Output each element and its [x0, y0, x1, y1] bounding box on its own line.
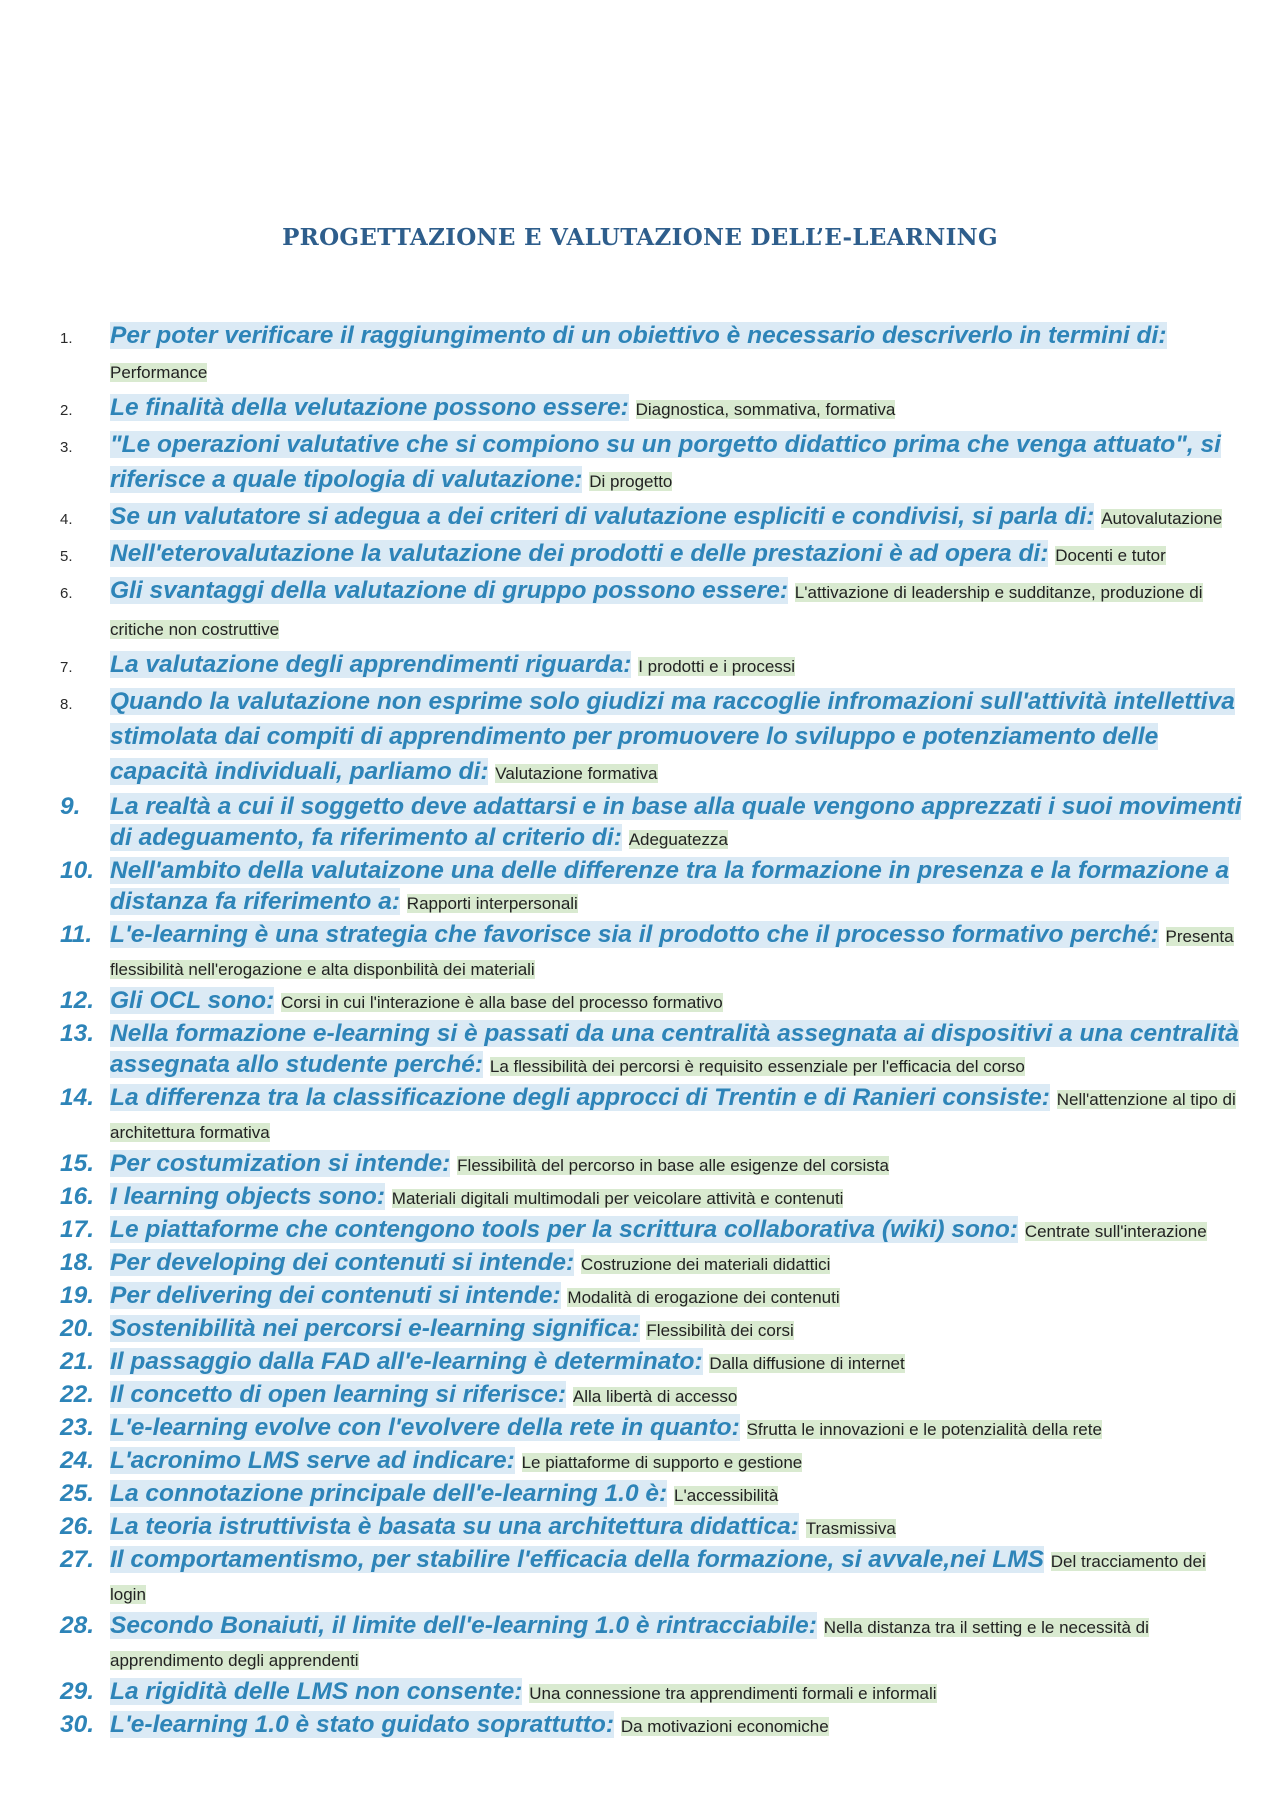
answer-text: Performance	[110, 363, 208, 382]
question-text: La rigidità delle LMS non consente:	[110, 1678, 523, 1705]
answer-text: Rapporti interpersonali	[406, 894, 578, 913]
item-number: 13.	[60, 1020, 95, 1047]
list-item	[60, 427, 1245, 499]
list-item	[60, 1445, 1245, 1478]
question-text: Le piattaforme che contengono tools per la scrittura collaborativa (wiki) sono:	[110, 1216, 1019, 1243]
question-text: "Le operazioni valutative che si compiono su un porgetto didattico prima che venga attuato", si riferisce a quale tipologia di valutazione:	[110, 431, 1221, 493]
item-number: 20.	[60, 1315, 95, 1342]
question-text: Il passaggio dalla FAD all'e-learning è determinato:	[110, 1348, 703, 1375]
list-item	[60, 1018, 1245, 1082]
answer-text: Trasmissiva	[805, 1519, 896, 1538]
answer-text: Docenti e tutor	[1055, 546, 1166, 565]
question-text: La connotazione principale dell'e-learning 1.0 è:	[110, 1480, 668, 1507]
item-number: 28.	[60, 1612, 95, 1639]
answer-text: Da motivazioni economiche	[620, 1717, 829, 1736]
list-item	[60, 684, 1245, 791]
item-number: 25.	[60, 1480, 95, 1507]
list-item	[60, 1478, 1245, 1511]
question-text: Gli svantaggi della valutazione di gruppo possono essere:	[110, 577, 788, 604]
question-text: La valutazione degli apprendimenti riguarda:	[110, 651, 632, 678]
item-number: 7.	[60, 659, 73, 676]
question-text: Quando la valutazione non esprime solo giudizi ma raccoglie infromazioni sull'attività intellettiva stimolata dai compiti di apprendimento per promuovere lo sviluppo e potenziamento delle capacità individuali, parliamo di:	[110, 688, 1235, 785]
item-number: 23.	[60, 1414, 95, 1441]
list-item	[60, 647, 1245, 684]
item-number: 18.	[60, 1249, 95, 1276]
question-text: Nell'ambito della valutaizone una delle differenze tra la formazione in presenza e la formazione a distanza fa riferimento a:	[110, 857, 1230, 915]
answer-text: Adeguatezza	[628, 830, 728, 849]
item-number: 2.	[60, 402, 73, 419]
question-text: L'e-learning è una strategia che favorisce sia il prodotto che il processo formativo perché:	[110, 921, 1159, 948]
answer-text: L'accessibilità	[674, 1486, 779, 1505]
answer-text: La flessibilità dei percorsi è requisito essenziale per l'efficacia del corso	[489, 1057, 1025, 1076]
answer-text: L'attivazione di leadership e sudditanze, produzione di critiche non costruttive	[110, 583, 1203, 639]
question-text: Nell'eterovalutazione la valutazione dei prodotti e delle prestazioni è ad opera di:	[110, 540, 1049, 567]
list-item	[60, 1544, 1245, 1610]
item-number: 11.	[60, 921, 93, 948]
item-number: 30.	[60, 1711, 95, 1738]
answer-text: Modalità di erogazione dei contenuti	[567, 1288, 840, 1307]
question-text: Per developing dei contenuti si intende:	[110, 1249, 575, 1276]
list-item	[60, 1610, 1245, 1676]
list-item	[60, 1280, 1245, 1313]
item-number: 22.	[60, 1381, 95, 1408]
answer-text: Corsi in cui l'interazione è alla base del processo formativo	[281, 993, 723, 1012]
answer-text: Alla libertà di accesso	[572, 1387, 738, 1406]
answer-text: Del tracciamento dei login	[110, 1552, 1206, 1604]
list-item	[60, 1676, 1245, 1709]
answer-text: I prodotti e i processi	[638, 657, 796, 676]
list-item	[60, 499, 1245, 536]
list-item	[60, 791, 1245, 855]
item-number: 27.	[60, 1546, 95, 1573]
list-item	[60, 390, 1245, 427]
list-item	[60, 985, 1245, 1018]
question-text: Gli OCL sono:	[110, 987, 275, 1014]
item-number: 5.	[60, 548, 73, 565]
question-text: Per delivering dei contenuti si intende:	[110, 1282, 561, 1309]
item-number: 19.	[60, 1282, 95, 1309]
item-number: 10.	[60, 857, 95, 884]
answer-text: Flessibilità dei corsi	[646, 1321, 794, 1340]
answer-text: Materiali digitali multimodali per veicolare attività e contenuti	[391, 1189, 844, 1208]
list-item	[60, 919, 1245, 985]
list-item	[60, 1379, 1245, 1412]
list-item	[60, 1709, 1245, 1742]
answer-text: Nell'attenzione al tipo di architettura formativa	[110, 1090, 1236, 1142]
question-text: I learning objects sono:	[110, 1183, 385, 1210]
item-number: 12.	[60, 987, 95, 1014]
question-text: Nella formazione e-learning si è passati da una centralità assegnata ai dispositivi a una centralità assegnata allo studente perché:	[110, 1020, 1239, 1078]
item-number: 24.	[60, 1447, 95, 1474]
answer-text: Le piattaforme di supporto e gestione	[521, 1453, 803, 1472]
item-number: 15.	[60, 1150, 95, 1177]
item-number: 17.	[60, 1216, 95, 1243]
answer-text: Presenta flessibilità nell'erogazione e alta disponbilità dei materiali	[110, 927, 1234, 979]
list-item	[60, 1511, 1245, 1544]
answer-text: Autovalutazione	[1101, 509, 1223, 528]
answer-text: Di progetto	[589, 472, 673, 491]
answer-text: Nella distanza tra il setting e le necessità di apprendimento degli apprendenti	[110, 1618, 1149, 1670]
item-number: 21.	[60, 1348, 95, 1375]
list-item	[60, 1082, 1245, 1148]
item-number: 1.	[60, 330, 73, 347]
item-number: 29.	[60, 1678, 95, 1705]
list-item	[60, 573, 1245, 647]
item-number: 16.	[60, 1183, 95, 1210]
answer-text: Valutazione formativa	[495, 764, 658, 783]
list-item	[60, 1247, 1245, 1280]
item-number: 14.	[60, 1084, 95, 1111]
question-text: L'acronimo LMS serve ad indicare:	[110, 1447, 515, 1474]
item-number: 8.	[60, 696, 73, 713]
list-item	[60, 318, 1245, 390]
answer-text: Sfrutta le innovazioni e le potenzialità della rete	[746, 1420, 1102, 1439]
question-text: Se un valutatore si adegua a dei criteri di valutazione espliciti e condivisi, si parla di:	[110, 503, 1095, 530]
question-text: Secondo Bonaiuti, il limite dell'e-learning 1.0 è rintracciabile:	[110, 1612, 817, 1639]
question-list	[60, 318, 1245, 1742]
answer-text: Centrate sull'interazione	[1024, 1222, 1207, 1241]
question-text: La realtà a cui il soggetto deve adattarsi e in base alla quale vengono apprezzati i suoi movimenti di adeguamento, fa riferimento al criterio di:	[110, 793, 1242, 851]
list-item	[60, 536, 1245, 573]
answer-text: Flessibilità del percorso in base alle esigenze del corsista	[457, 1156, 889, 1175]
question-text: Il comportamentismo, per stabilire l'efficacia della formazione, si avvale,nei LMS	[110, 1546, 1044, 1573]
item-number: 4.	[60, 511, 73, 528]
answer-text: Costruzione dei materiali didattici	[581, 1255, 831, 1274]
question-text: La differenza tra la classificazione degli approcci di Trentin e di Ranieri consiste:	[110, 1084, 1050, 1111]
list-item	[60, 1148, 1245, 1181]
question-text: Per poter verificare il raggiungimento di un obiettivo è necessario descriverlo in termini di:	[110, 322, 1167, 349]
list-item	[60, 1181, 1245, 1214]
answer-text: Diagnostica, sommativa, formativa	[635, 400, 896, 419]
question-text: L'e-learning 1.0 è stato guidato soprattutto:	[110, 1711, 615, 1738]
document-title: PROGETTAZIONE E VALUTAZIONE DELL’E-LEARNING	[282, 224, 998, 251]
item-number: 26.	[60, 1513, 95, 1540]
list-item	[60, 1214, 1245, 1247]
question-text: Per costumization si intende:	[110, 1150, 451, 1177]
answer-text: Una connessione tra apprendimenti formali e informali	[529, 1684, 937, 1703]
list-item	[60, 1412, 1245, 1445]
question-text: L'e-learning evolve con l'evolvere della rete in quanto:	[110, 1414, 740, 1441]
answer-text: Dalla diffusione di internet	[709, 1354, 905, 1373]
list-item	[60, 855, 1245, 919]
question-text: La teoria istruttivista è basata su una architettura didattica:	[110, 1513, 799, 1540]
list-item	[60, 1346, 1245, 1379]
list-item	[60, 1313, 1245, 1346]
item-number: 6.	[60, 585, 73, 602]
item-number: 3.	[60, 439, 73, 456]
question-text: Il concetto di open learning si riferisce:	[110, 1381, 567, 1408]
question-text: Sostenibilità nei percorsi e-learning significa:	[110, 1315, 640, 1342]
question-text: Le finalità della velutazione possono essere:	[110, 394, 629, 421]
item-number: 9.	[60, 793, 81, 820]
